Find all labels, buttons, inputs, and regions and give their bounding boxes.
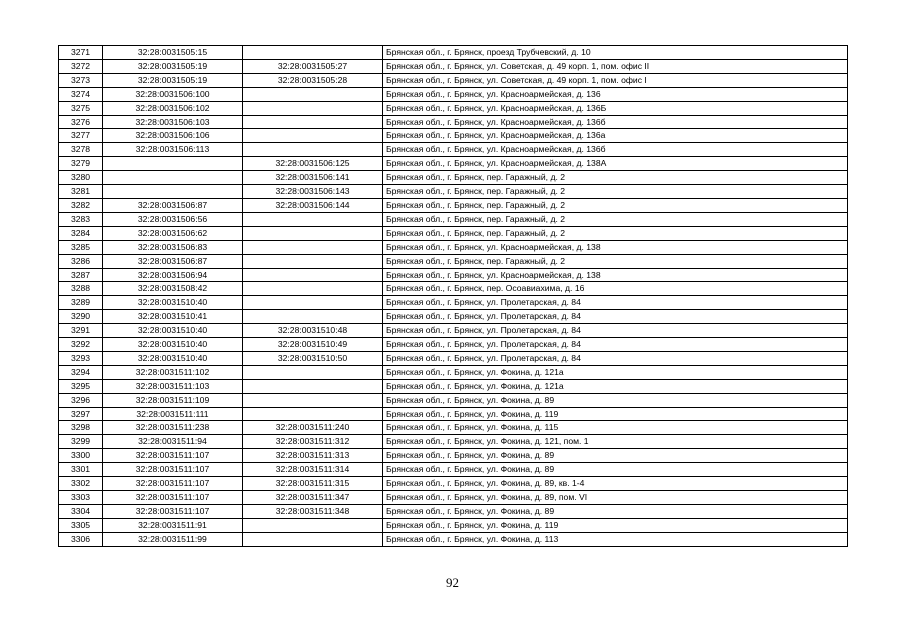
address-cell: Брянская обл., г. Брянск, ул. Фокина, д. 89 xyxy=(383,393,848,407)
cadastral-number-cell: 32:28:0031510:40 xyxy=(103,296,243,310)
address-cell: Брянская обл., г. Брянск, пер. Гаражный, д. 2 xyxy=(383,171,848,185)
cadastral-number-cell: 32:28:0031511:107 xyxy=(103,504,243,518)
row-number-cell: 3283 xyxy=(59,212,103,226)
linked-cadastral-number-cell: 32:28:0031510:50 xyxy=(243,351,383,365)
table-row xyxy=(59,296,848,310)
linked-cadastral-number-cell: 32:28:0031511:347 xyxy=(243,491,383,505)
cadastral-number-cell: 32:28:0031506:94 xyxy=(103,268,243,282)
address-cell: Брянская обл., г. Брянск, ул. Фокина, д. 89, пом. VI xyxy=(383,491,848,505)
address-cell: Брянская обл., г. Брянск, ул. Красноармейская, д. 138А xyxy=(383,157,848,171)
table-row xyxy=(59,171,848,185)
table-row xyxy=(59,393,848,407)
cadastral-number-cell: 32:28:0031505:19 xyxy=(103,73,243,87)
table-row xyxy=(59,73,848,87)
row-number-cell: 3301 xyxy=(59,463,103,477)
linked-cadastral-number-cell: 32:28:0031510:49 xyxy=(243,338,383,352)
address-cell: Брянская обл., г. Брянск, ул. Фокина, д. 119 xyxy=(383,518,848,532)
table-row xyxy=(59,435,848,449)
cadastral-number-cell: 32:28:0031510:40 xyxy=(103,338,243,352)
cadastral-number-cell xyxy=(103,185,243,199)
table-row xyxy=(59,532,848,546)
address-cell: Брянская обл., г. Брянск, ул. Фокина, д. 113 xyxy=(383,532,848,546)
linked-cadastral-number-cell xyxy=(243,226,383,240)
cadastral-number-cell: 32:28:0031511:103 xyxy=(103,379,243,393)
table-row xyxy=(59,477,848,491)
address-cell: Брянская обл., г. Брянск, пер. Гаражный, д. 2 xyxy=(383,198,848,212)
cadastral-number-cell: 32:28:0031506:83 xyxy=(103,240,243,254)
table-row xyxy=(59,310,848,324)
address-cell: Брянская обл., г. Брянск, ул. Пролетарская, д. 84 xyxy=(383,324,848,338)
table-row xyxy=(59,129,848,143)
row-number-cell: 3292 xyxy=(59,338,103,352)
linked-cadastral-number-cell: 32:28:0031511:313 xyxy=(243,449,383,463)
row-number-cell: 3288 xyxy=(59,282,103,296)
linked-cadastral-number-cell xyxy=(243,87,383,101)
table-row xyxy=(59,268,848,282)
cadastral-number-cell: 32:28:0031511:102 xyxy=(103,365,243,379)
cadastral-number-cell: 32:28:0031511:107 xyxy=(103,491,243,505)
table-row xyxy=(59,198,848,212)
address-cell: Брянская обл., г. Брянск, ул. Пролетарская, д. 84 xyxy=(383,338,848,352)
row-number-cell: 3278 xyxy=(59,143,103,157)
row-number-cell: 3298 xyxy=(59,421,103,435)
cadastral-number-cell: 32:28:0031511:91 xyxy=(103,518,243,532)
address-cell: Брянская обл., г. Брянск, пер. Осоавиахима, д. 16 xyxy=(383,282,848,296)
linked-cadastral-number-cell xyxy=(243,129,383,143)
table-row xyxy=(59,491,848,505)
linked-cadastral-number-cell: 32:28:0031506:141 xyxy=(243,171,383,185)
table-row xyxy=(59,157,848,171)
address-cell: Брянская обл., г. Брянск, ул. Советская, д. 49 корп. 1, пом. офис II xyxy=(383,59,848,73)
row-number-cell: 3295 xyxy=(59,379,103,393)
address-cell: Брянская обл., г. Брянск, ул. Фокина, д. 89 xyxy=(383,449,848,463)
linked-cadastral-number-cell xyxy=(243,282,383,296)
address-cell: Брянская обл., г. Брянск, ул. Красноармейская, д. 136Б xyxy=(383,101,848,115)
address-cell: Брянская обл., г. Брянск, ул. Фокина, д. 121а xyxy=(383,379,848,393)
table-row xyxy=(59,338,848,352)
table-row xyxy=(59,282,848,296)
row-number-cell: 3306 xyxy=(59,532,103,546)
row-number-cell: 3293 xyxy=(59,351,103,365)
row-number-cell: 3272 xyxy=(59,59,103,73)
table-row xyxy=(59,324,848,338)
row-number-cell: 3291 xyxy=(59,324,103,338)
linked-cadastral-number-cell xyxy=(243,115,383,129)
row-number-cell: 3304 xyxy=(59,504,103,518)
row-number-cell: 3274 xyxy=(59,87,103,101)
table-row xyxy=(59,115,848,129)
row-number-cell: 3276 xyxy=(59,115,103,129)
table-row xyxy=(59,240,848,254)
table-row xyxy=(59,101,848,115)
table-row xyxy=(59,449,848,463)
row-number-cell: 3281 xyxy=(59,185,103,199)
row-number-cell: 3296 xyxy=(59,393,103,407)
address-cell: Брянская обл., г. Брянск, ул. Пролетарская, д. 84 xyxy=(383,296,848,310)
linked-cadastral-number-cell xyxy=(243,532,383,546)
linked-cadastral-number-cell xyxy=(243,143,383,157)
cadastral-number-cell: 32:28:0031506:56 xyxy=(103,212,243,226)
linked-cadastral-number-cell: 32:28:0031511:314 xyxy=(243,463,383,477)
table-row xyxy=(59,518,848,532)
address-cell: Брянская обл., г. Брянск, ул. Фокина, д. 121, пом. 1 xyxy=(383,435,848,449)
page-number: 92 xyxy=(446,575,459,590)
row-number-cell: 3299 xyxy=(59,435,103,449)
cadastral-number-cell: 32:28:0031511:109 xyxy=(103,393,243,407)
address-cell: Брянская обл., г. Брянск, ул. Пролетарская, д. 84 xyxy=(383,351,848,365)
cadastral-number-cell: 32:28:0031505:15 xyxy=(103,46,243,60)
address-cell: Брянская обл., г. Брянск, ул. Красноармейская, д. 136б xyxy=(383,143,848,157)
linked-cadastral-number-cell: 32:28:0031505:28 xyxy=(243,73,383,87)
linked-cadastral-number-cell: 32:28:0031506:143 xyxy=(243,185,383,199)
address-cell: Брянская обл., г. Брянск, пер. Гаражный, д. 2 xyxy=(383,226,848,240)
table-row xyxy=(59,87,848,101)
row-number-cell: 3303 xyxy=(59,491,103,505)
address-cell: Брянская обл., г. Брянск, ул. Фокина, д. 119 xyxy=(383,407,848,421)
cadastral-number-cell: 32:28:0031511:94 xyxy=(103,435,243,449)
table-row xyxy=(59,365,848,379)
address-cell: Брянская обл., г. Брянск, ул. Пролетарская, д. 84 xyxy=(383,310,848,324)
cadastral-number-cell: 32:28:0031511:107 xyxy=(103,477,243,491)
cadastral-number-cell: 32:28:0031510:40 xyxy=(103,324,243,338)
table-row xyxy=(59,379,848,393)
row-number-cell: 3300 xyxy=(59,449,103,463)
address-cell: Брянская обл., г. Брянск, ул. Фокина, д. 121а xyxy=(383,365,848,379)
cadastral-number-cell: 32:28:0031506:113 xyxy=(103,143,243,157)
cadastral-number-cell: 32:28:0031510:41 xyxy=(103,310,243,324)
cadastral-number-cell: 32:28:0031506:87 xyxy=(103,198,243,212)
cadastral-number-cell: 32:28:0031506:102 xyxy=(103,101,243,115)
cadastral-number-cell xyxy=(103,157,243,171)
cadastral-number-cell: 32:28:0031511:111 xyxy=(103,407,243,421)
cadastral-number-cell xyxy=(103,171,243,185)
row-number-cell: 3289 xyxy=(59,296,103,310)
linked-cadastral-number-cell: 32:28:0031506:144 xyxy=(243,198,383,212)
address-cell: Брянская обл., г. Брянск, проезд Трубчевский, д. 10 xyxy=(383,46,848,60)
row-number-cell: 3273 xyxy=(59,73,103,87)
linked-cadastral-number-cell xyxy=(243,240,383,254)
cadastral-number-cell: 32:28:0031511:107 xyxy=(103,463,243,477)
cadastral-number-cell: 32:28:0031506:100 xyxy=(103,87,243,101)
row-number-cell: 3284 xyxy=(59,226,103,240)
table-row xyxy=(59,59,848,73)
address-cell: Брянская обл., г. Брянск, пер. Гаражный, д. 2 xyxy=(383,212,848,226)
address-cell: Брянская обл., г. Брянск, ул. Советская, д. 49 корп. 1, пом. офис I xyxy=(383,73,848,87)
table-row xyxy=(59,351,848,365)
row-number-cell: 3302 xyxy=(59,477,103,491)
cadastral-number-cell: 32:28:0031508:42 xyxy=(103,282,243,296)
table-row xyxy=(59,463,848,477)
cadastral-number-cell: 32:28:0031506:87 xyxy=(103,254,243,268)
row-number-cell: 3280 xyxy=(59,171,103,185)
cadastral-number-cell: 32:28:0031506:103 xyxy=(103,115,243,129)
table-row xyxy=(59,212,848,226)
row-number-cell: 3294 xyxy=(59,365,103,379)
row-number-cell: 3290 xyxy=(59,310,103,324)
linked-cadastral-number-cell xyxy=(243,518,383,532)
linked-cadastral-number-cell: 32:28:0031511:240 xyxy=(243,421,383,435)
address-cell: Брянская обл., г. Брянск, ул. Фокина, д. 89 xyxy=(383,463,848,477)
row-number-cell: 3275 xyxy=(59,101,103,115)
address-cell: Брянская обл., г. Брянск, ул. Красноармейская, д. 136а xyxy=(383,129,848,143)
cadastral-table xyxy=(58,45,848,547)
cadastral-number-cell: 32:28:0031506:106 xyxy=(103,129,243,143)
table-row xyxy=(59,407,848,421)
linked-cadastral-number-cell xyxy=(243,212,383,226)
table-row xyxy=(59,504,848,518)
linked-cadastral-number-cell: 32:28:0031511:312 xyxy=(243,435,383,449)
cadastral-number-cell: 32:28:0031511:99 xyxy=(103,532,243,546)
linked-cadastral-number-cell xyxy=(243,393,383,407)
address-cell: Брянская обл., г. Брянск, пер. Гаражный, д. 2 xyxy=(383,254,848,268)
row-number-cell: 3277 xyxy=(59,129,103,143)
address-cell: Брянская обл., г. Брянск, ул. Фокина, д. 115 xyxy=(383,421,848,435)
linked-cadastral-number-cell: 32:28:0031505:27 xyxy=(243,59,383,73)
row-number-cell: 3297 xyxy=(59,407,103,421)
cadastral-number-cell: 32:28:0031510:40 xyxy=(103,351,243,365)
address-cell: Брянская обл., г. Брянск, пер. Гаражный, д. 2 xyxy=(383,185,848,199)
linked-cadastral-number-cell xyxy=(243,46,383,60)
linked-cadastral-number-cell xyxy=(243,296,383,310)
table-row xyxy=(59,421,848,435)
row-number-cell: 3305 xyxy=(59,518,103,532)
row-number-cell: 3285 xyxy=(59,240,103,254)
table-row xyxy=(59,226,848,240)
cadastral-number-cell: 32:28:0031511:238 xyxy=(103,421,243,435)
address-cell: Брянская обл., г. Брянск, ул. Красноармейская, д. 138 xyxy=(383,240,848,254)
linked-cadastral-number-cell: 32:28:0031511:315 xyxy=(243,477,383,491)
row-number-cell: 3282 xyxy=(59,198,103,212)
table-row xyxy=(59,143,848,157)
linked-cadastral-number-cell xyxy=(243,268,383,282)
linked-cadastral-number-cell xyxy=(243,407,383,421)
table-row xyxy=(59,46,848,60)
linked-cadastral-number-cell xyxy=(243,101,383,115)
table-row xyxy=(59,185,848,199)
row-number-cell: 3287 xyxy=(59,268,103,282)
row-number-cell: 3286 xyxy=(59,254,103,268)
linked-cadastral-number-cell xyxy=(243,365,383,379)
linked-cadastral-number-cell: 32:28:0031506:125 xyxy=(243,157,383,171)
cadastral-number-cell: 32:28:0031511:107 xyxy=(103,449,243,463)
row-number-cell: 3279 xyxy=(59,157,103,171)
table-body xyxy=(59,46,848,547)
address-cell: Брянская обл., г. Брянск, ул. Фокина, д. 89 xyxy=(383,504,848,518)
address-cell: Брянская обл., г. Брянск, ул. Красноармейская, д. 136б xyxy=(383,115,848,129)
address-cell: Брянская обл., г. Брянск, ул. Красноармейская, д. 138 xyxy=(383,268,848,282)
table-row xyxy=(59,254,848,268)
address-cell: Брянская обл., г. Брянск, ул. Фокина, д. 89, кв. 1-4 xyxy=(383,477,848,491)
row-number-cell: 3271 xyxy=(59,46,103,60)
linked-cadastral-number-cell: 32:28:0031511:348 xyxy=(243,504,383,518)
cadastral-number-cell: 32:28:0031506:62 xyxy=(103,226,243,240)
linked-cadastral-number-cell: 32:28:0031510:48 xyxy=(243,324,383,338)
cadastral-number-cell: 32:28:0031505:19 xyxy=(103,59,243,73)
linked-cadastral-number-cell xyxy=(243,254,383,268)
linked-cadastral-number-cell xyxy=(243,379,383,393)
address-cell: Брянская обл., г. Брянск, ул. Красноармейская, д. 136 xyxy=(383,87,848,101)
linked-cadastral-number-cell xyxy=(243,310,383,324)
